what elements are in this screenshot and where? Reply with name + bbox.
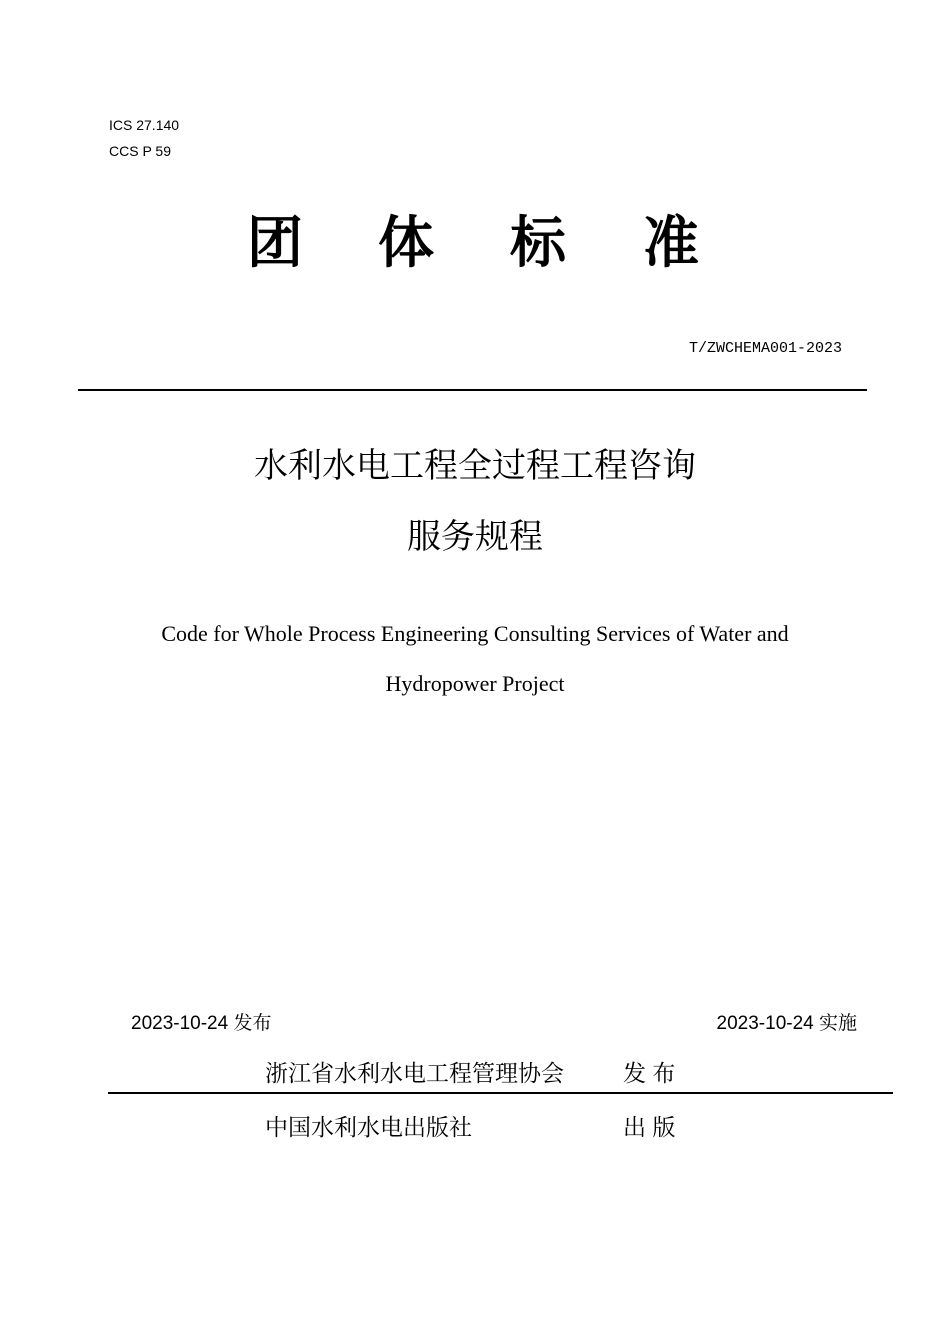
- standard-number: T/ZWCHEMA001-2023: [688, 340, 842, 357]
- title-cn-line2: 服务规程: [407, 517, 543, 557]
- title-en-line1: Code for Whole Process Engineering Consulting Services of Water and: [161, 621, 789, 646]
- category-char-2: 体: [378, 210, 434, 276]
- title-cn-line1: 水利水电工程全过程工程咨询: [254, 446, 696, 486]
- category-char-4: 准: [643, 210, 699, 276]
- ccs-code: CCS P 59: [109, 143, 171, 159]
- implement-date: 2023-10-24 实施: [716, 1013, 857, 1034]
- publish-date: 2023-10-24 发布: [131, 1013, 272, 1034]
- category-char-3: 标: [510, 210, 566, 276]
- ics-code: ICS 27.140: [109, 117, 180, 133]
- bottom-divider: [108, 1092, 893, 1094]
- top-divider: [78, 389, 867, 391]
- press-name: 中国水利水电出版社: [265, 1114, 472, 1140]
- title-en-line2: Hydropower Project: [385, 671, 565, 696]
- publisher-role: 发 布: [623, 1060, 676, 1086]
- publisher-name: 浙江省水利水电工程管理协会: [265, 1060, 564, 1086]
- category-char-1: 团: [247, 210, 303, 276]
- press-role: 出 版: [623, 1114, 676, 1140]
